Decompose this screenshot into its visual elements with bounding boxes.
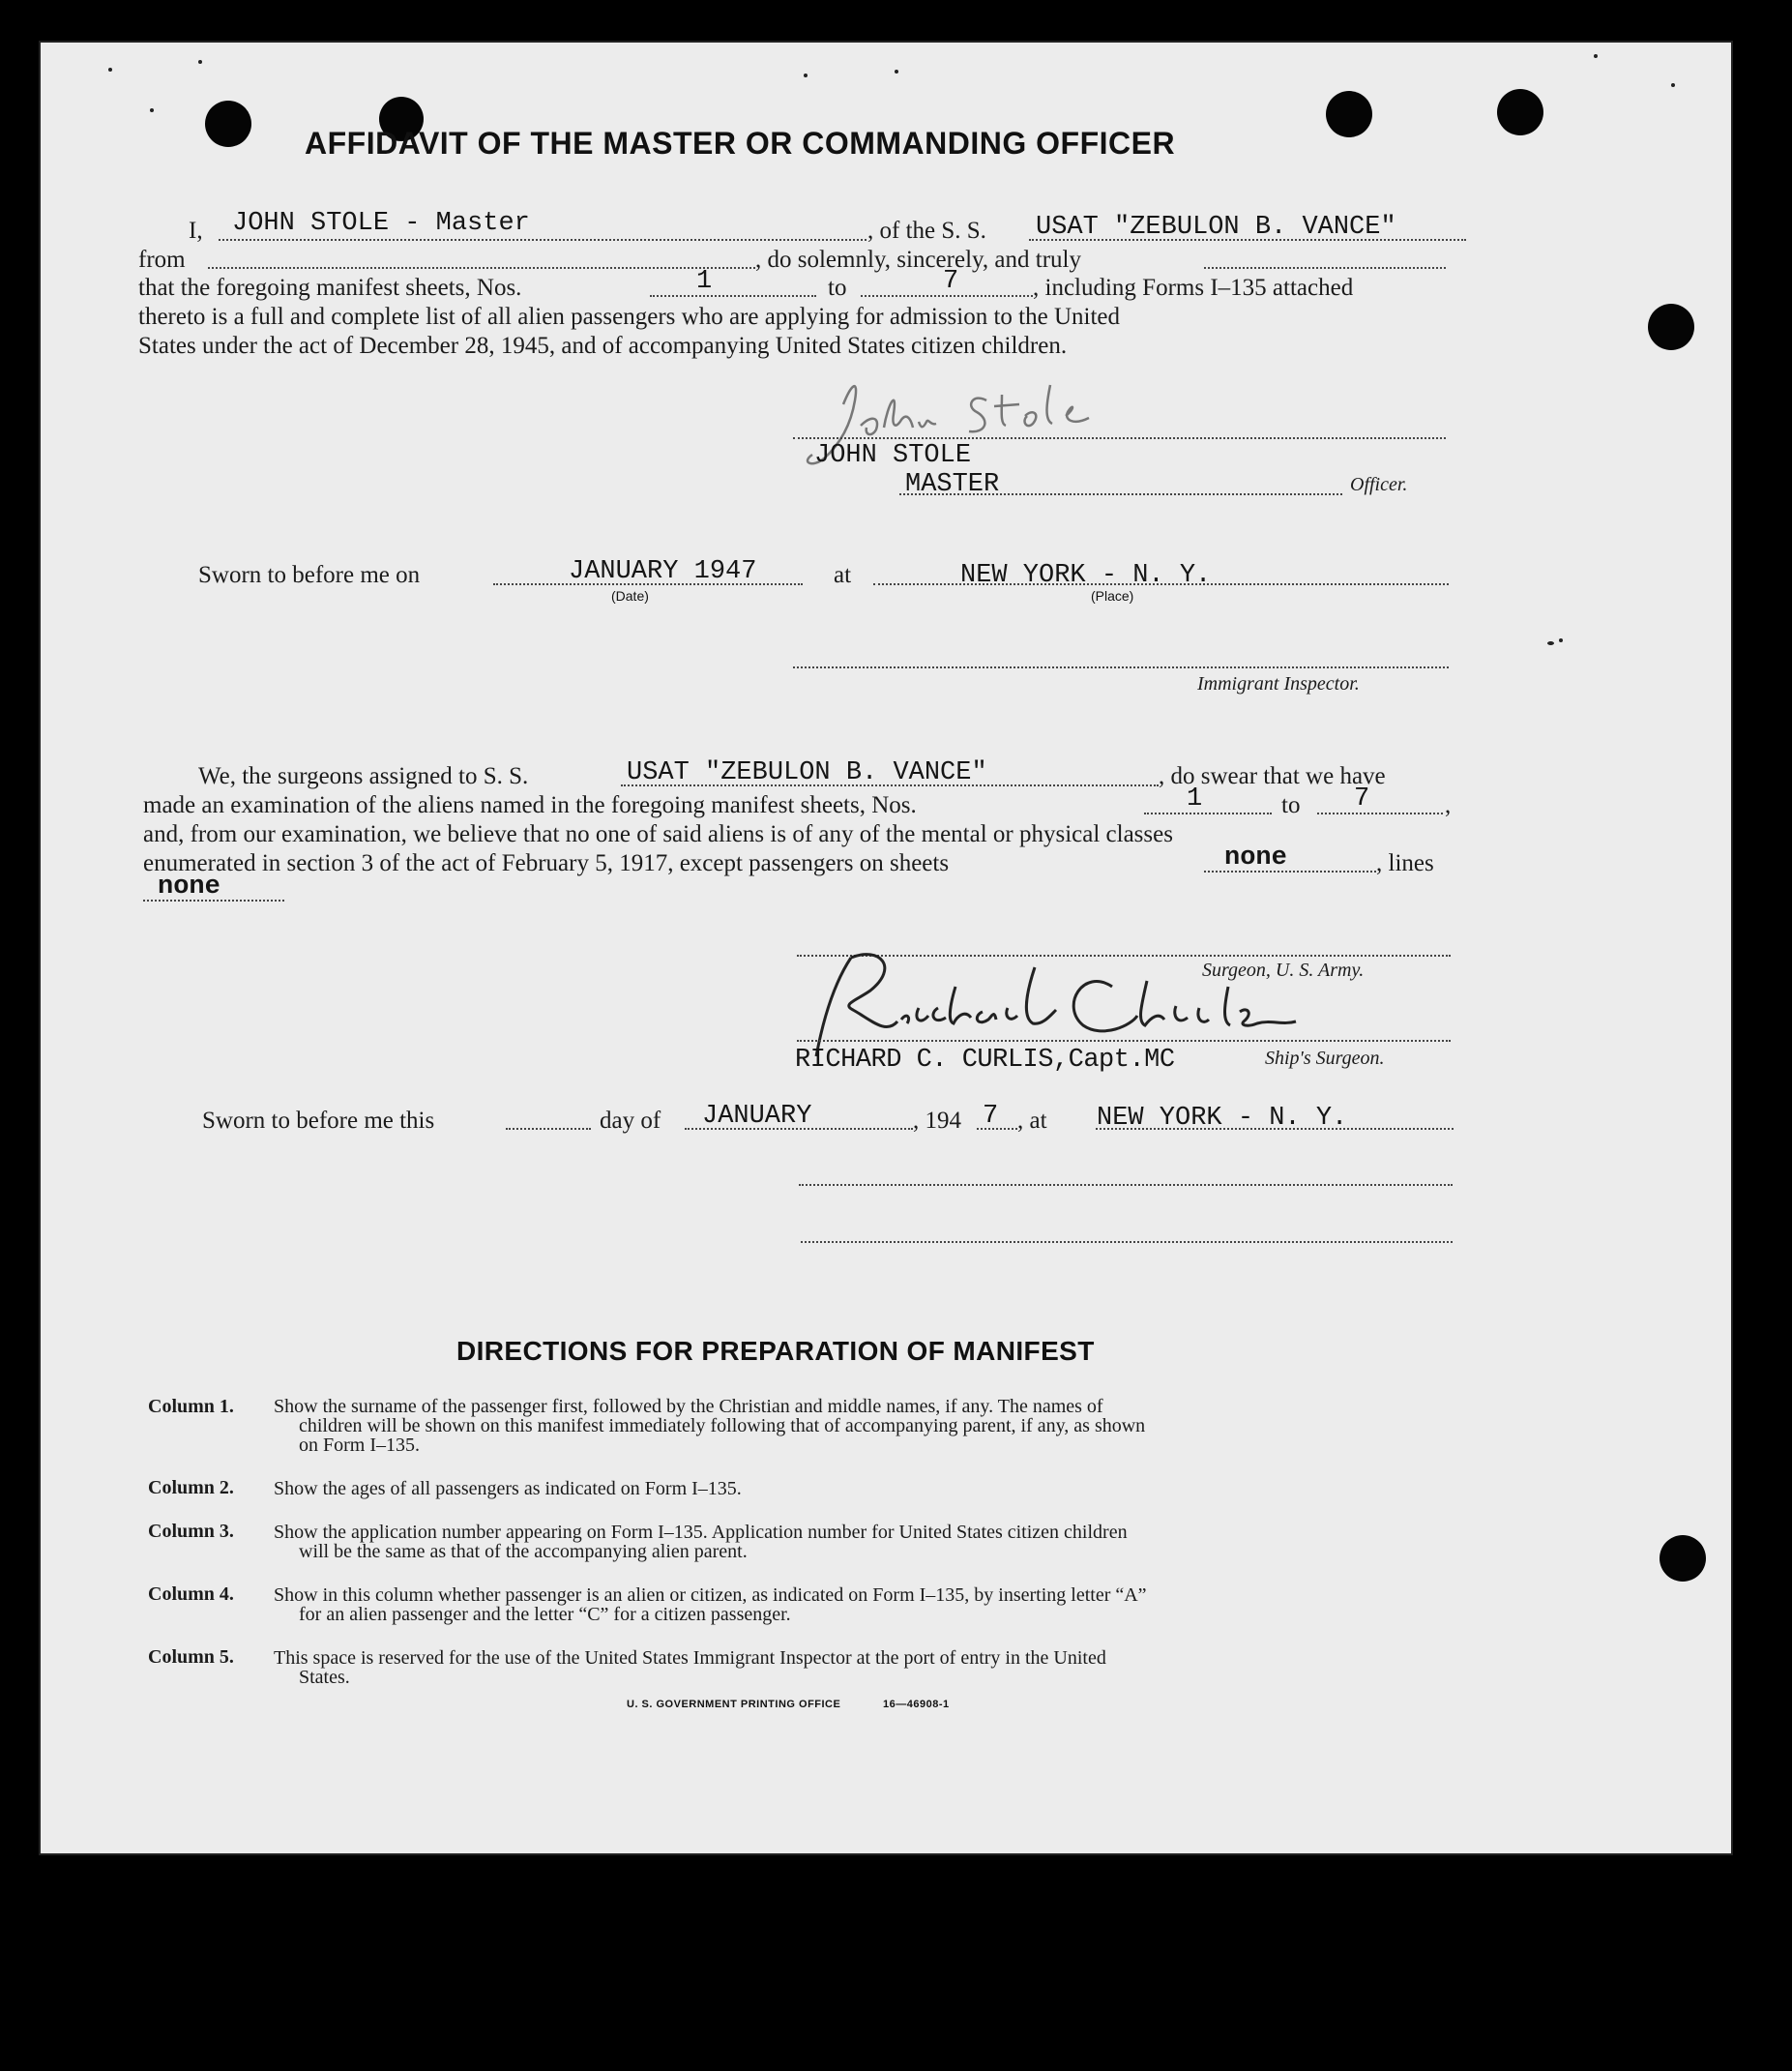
fill-line [1317,813,1443,814]
ship-surgeon-label: Ship's Surgeon. [1265,1048,1385,1069]
speck [1594,54,1598,58]
affidavit-line-4: thereto is a full and complete list of all alien passengers who are applying for admission to the United [138,304,1121,330]
army-surgeon-label: Surgeon, U. S. Army. [1202,960,1365,981]
printer-imprint: U. S. GOVERNMENT PRINTING OFFICE [627,1699,841,1710]
affidavit-that: that the foregoing manifest sheets, Nos. [138,275,522,301]
fill-line [1144,813,1272,814]
signature-line [793,666,1449,668]
column-5-line-1: This space is reserved for the use of the United States Immigrant Inspector at the port of entry in the United [274,1647,1106,1669]
speck [804,74,808,77]
surgeon-line-1: We, the surgeons assigned to S. S. [198,763,529,789]
sworn-date-field: JANUARY 1947 [569,557,757,586]
surgeon-to: to [1281,792,1301,818]
signature-line [801,1241,1453,1243]
sheet-from-field: 1 [696,267,713,296]
column-3-label: Column 3. [148,1521,234,1542]
punch-hole [1660,1535,1706,1582]
affidavit-i: I, [189,218,203,244]
affidavit-to: to [828,275,847,301]
speck [198,60,202,64]
surgeon-line-3: and, from our examination, we believe that no one of said aliens is of any of the mental or physical classes [143,821,1173,847]
column-4-line-2: for an alien passenger and the letter “C” for a citizen passenger. [299,1604,791,1625]
officer-typed-name: JOHN STOLE [814,441,972,470]
form-number: 16—46908-1 [883,1699,950,1710]
immigrant-inspector-label: Immigrant Inspector. [1197,673,1360,695]
punch-hole [1648,304,1694,350]
fill-line [208,267,755,269]
master-name-field: JOHN STOLE - Master [232,209,530,238]
affidavit-line-5: States under the act of December 28, 1945, and of accompanying United States citizen children. [138,333,1068,359]
vessel-name-field: USAT "ZEBULON B. VANCE" [1036,213,1396,242]
document-title: AFFIDAVIT OF THE MASTER OR COMMANDING OFFICER [305,126,1176,161]
surgeon-typed-name: RICHARD C. CURLIS,Capt.MC [795,1046,1175,1075]
surgeon-sheets-field: none [1224,843,1287,873]
surgeon-sheet-to-field: 7 [1354,784,1370,814]
fill-line [650,295,816,297]
column-2-line-1: Show the ages of all passengers as indicated on Form I–135. [274,1478,742,1499]
sworn-at: at [834,562,852,588]
column-3-line-2: will be the same as that of the accompanying alien parent. [299,1541,748,1562]
sworn-surgeon-at: , at [1017,1108,1047,1134]
sworn-surgeon-label: Sworn to before me this [202,1108,435,1134]
surgeon-line-2-end: , [1445,792,1452,818]
column-1-line-1: Show the surname of the passenger first, followed by the Christian and middle names, if any. The names of [274,1396,1103,1417]
surgeon-line-4-end: , lines [1376,850,1434,876]
punch-hole [1497,89,1543,135]
officer-label: Officer. [1350,474,1408,495]
sworn-year-field: 7 [983,1102,999,1131]
speck [108,68,112,72]
date-caption: (Date) [611,588,649,604]
sworn-place-field: NEW YORK - N. Y. [960,561,1212,590]
surgeon-lines-field: none [158,873,220,902]
fill-line [899,493,1342,495]
surgeon-line-4: enumerated in section 3 of the act of February 5, 1917, except passengers on sheets [143,850,950,876]
fill-line [506,1128,591,1130]
punch-hole [1326,91,1372,137]
column-3-line-1: Show the application number appearing on Form I–135. Application number for United States citizen children [274,1522,1128,1543]
affidavit-solemnly: , do solemnly, sincerely, and truly [755,247,1081,273]
directions-heading: DIRECTIONS FOR PREPARATION OF MANIFEST [456,1336,1095,1366]
surgeon-sheet-from-field: 1 [1187,784,1203,814]
signature-line [797,1040,1451,1042]
speck [1559,638,1563,642]
surgeon-vessel-field: USAT "ZEBULON B. VANCE" [627,758,987,787]
affidavit-from: from [138,247,186,273]
place-caption: (Place) [1091,588,1134,604]
column-5-label: Column 5. [148,1646,234,1668]
affidavit-of-the-ss: , of the S. S. [867,218,986,244]
column-4-line-1: Show in this column whether passenger is an alien or citizen, as indicated on Form I–135, by inserting letter “A” [274,1584,1147,1606]
surgeon-line-2: made an examination of the aliens named in the foregoing manifest sheets, Nos. [143,792,917,818]
officer-typed-title: MASTER [905,470,1000,499]
sheet-to-field: 7 [943,267,959,296]
speck [1671,83,1675,87]
column-2-label: Column 2. [148,1477,234,1498]
column-5-line-2: States. [299,1667,350,1688]
affidavit-including: , including Forms I–135 attached [1033,275,1354,301]
column-1-label: Column 1. [148,1396,234,1417]
sworn-master-label: Sworn to before me on [198,562,421,588]
punch-hole [205,101,251,147]
sworn-month-field: JANUARY [702,1102,812,1131]
signature-line [799,1184,1453,1186]
sworn-year-prefix: , 194 [913,1108,961,1134]
sworn-day-of: day of [600,1108,661,1134]
surgeon-line-1-end: , do swear that we have [1159,763,1386,789]
column-1-line-3: on Form I–135. [299,1435,420,1456]
column-4-label: Column 4. [148,1583,234,1605]
signature-line [793,437,1446,439]
sworn-surgeon-place-field: NEW YORK - N. Y. [1097,1104,1348,1133]
fill-line [219,239,867,241]
speck [150,108,154,112]
fill-line [1204,267,1446,269]
speck [895,70,898,74]
column-1-line-2: children will be shown on this manifest immediately following that of accompanying parent, if any, as shown [299,1415,1146,1436]
speck [1547,641,1554,645]
